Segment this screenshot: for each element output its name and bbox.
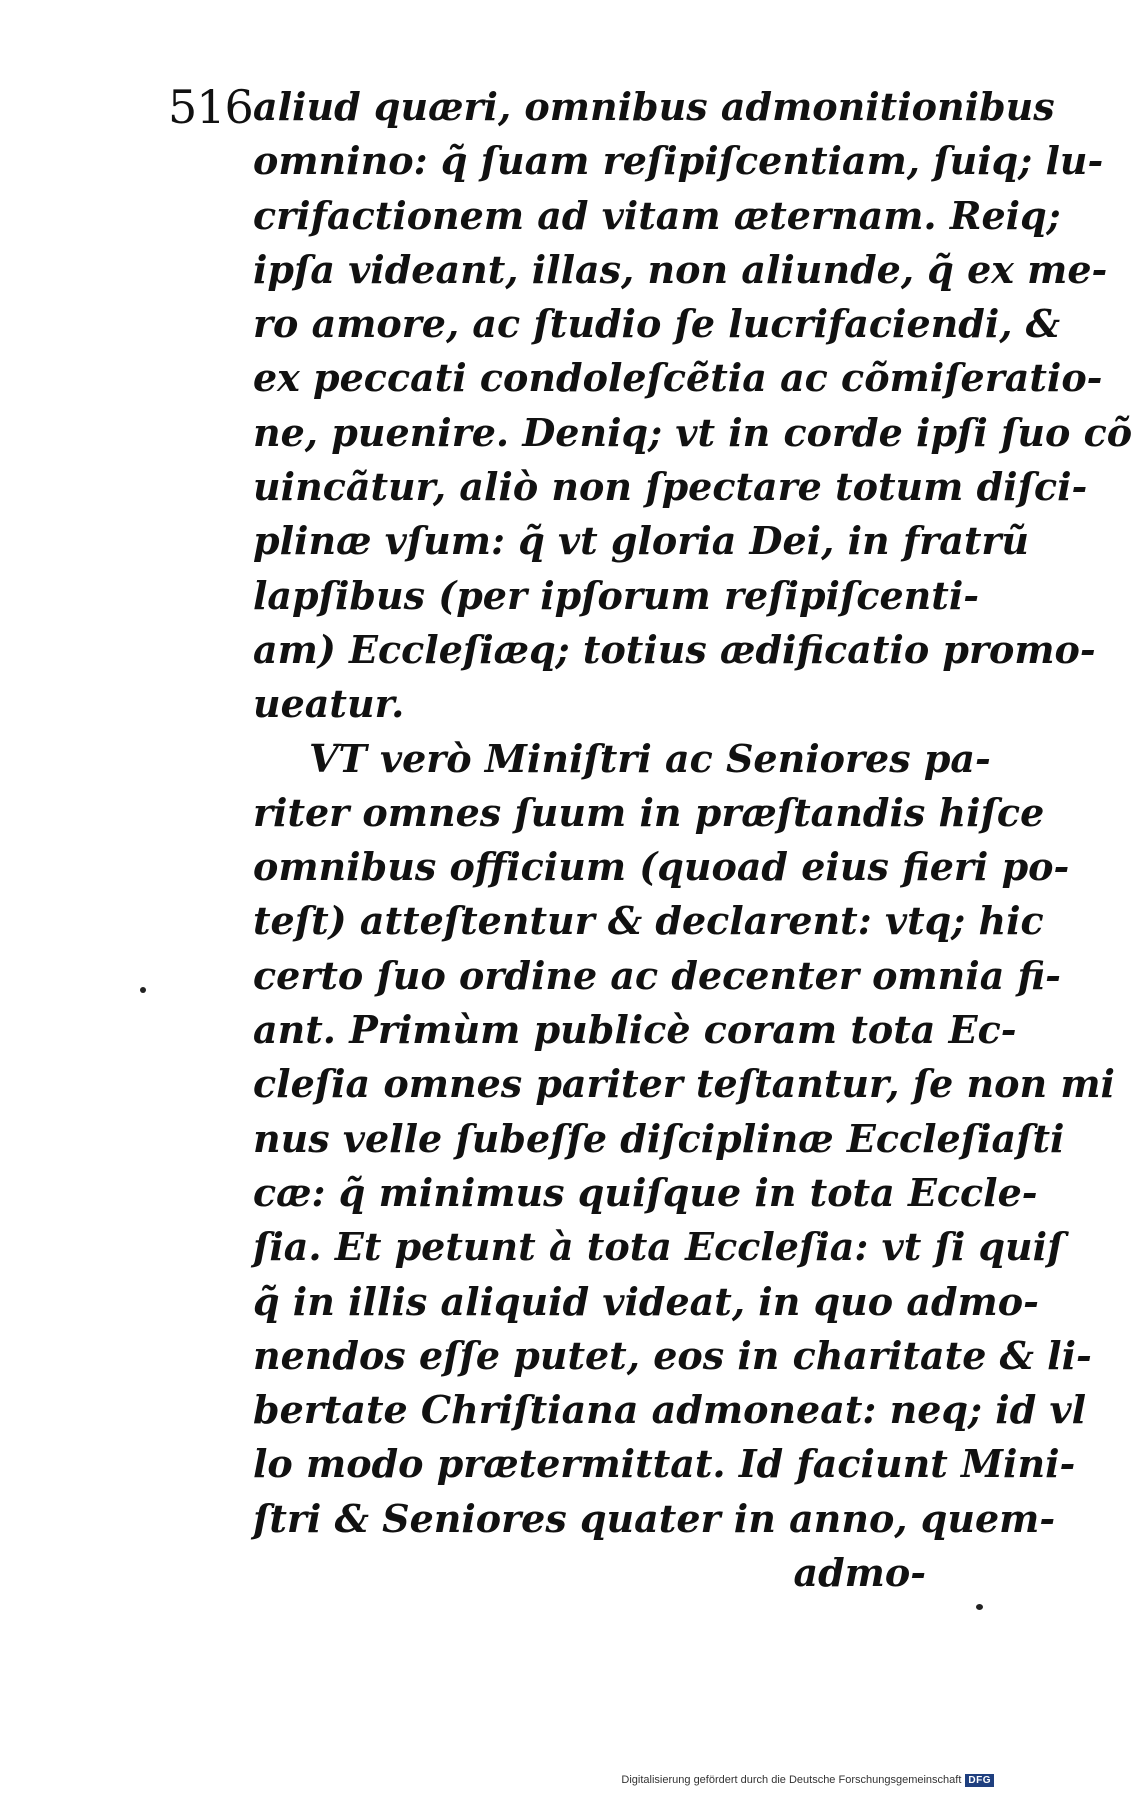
text-line: cleſia omnes pariter teſtantur, ſe non mi [253,1061,1115,1107]
text-line: ne, puenire. Deniq; vt in corde ipſi ſuo cõ [253,409,1132,455]
text-line: bertate Chriſtiana admoneat: neq; id vl [253,1387,1087,1433]
text-line: cæ: q̃ minimus quiſque in tota Eccle- [253,1169,1038,1215]
digitization-footer [621,1770,994,1790]
text-line: certo ſuo ordine ac decenter omnia fi- [253,952,1061,998]
text-line: am) Eccleſiæq; totius ædificatio promo- [253,626,1096,672]
text-line: q̃ in illis aliquid videat, in quo admo- [253,1278,1039,1324]
text-line: ro amore, ac ſtudio ſe lucrifaciendi, & [253,301,1061,347]
text-line: plinæ vſum: q̃ vt gloria Dei, in fratrũ [253,518,1030,564]
text-line: ſia. Et petunt à tota Eccleſia: vt ſi quiſ [253,1224,1064,1270]
paragraph-start-line: VT verò Miniſtri ac Seniores pa- [309,735,991,781]
ink-speck [140,987,146,993]
text-line: ſtri & Seniores quater in anno, quem- [253,1495,1056,1541]
footer-credit: Digitalisierung gefördert durch die Deutsche Forschungsgemeinschaft [621,1774,962,1786]
text-line: lapſibus (per ipſorum reſipiſcenti- [253,572,980,618]
text-line: ant. Primùm publicè coram tota Ec- [253,1007,1017,1053]
text-line: ueatur. [253,681,405,727]
text-line: teſt) atteſtentur & declarent: vtq; hic [253,898,1044,944]
catchword: admo- [793,1550,926,1596]
text-line: nus velle ſubeſſe diſciplinæ Eccleſiaſti [253,1115,1065,1161]
text-line: uincãtur, aliò non ſpectare totum diſci- [253,464,1088,510]
text-line: aliud quæri, omnibus admonitionibus [253,84,1055,129]
text-line: lo modo prætermittat. Id faciunt Mini- [253,1441,1076,1487]
text-line: nendos eſſe putet, eos in charitate & li- [253,1332,1092,1378]
text-line: omnibus officium (quoad eius fieri po- [253,844,1070,890]
dfg-logo-icon: DFG [965,1774,994,1787]
text-line: ipſa videant, illas, non aliunde, q̃ ex me- [253,246,1108,292]
page-number: 516 [168,80,253,134]
text-line: crifactionem ad vitam æternam. Reiq; [253,192,1061,238]
text-line: omnino: q̃ ſuam reſipiſcentiam, ſuiq; lu- [253,138,1104,184]
text-line: ex peccati condoleſcẽtia ac cõmiſeratio- [253,355,1103,401]
ink-speck [976,1604,983,1610]
text-line: riter omnes ſuum in præſtandis hiſce [253,789,1045,835]
body-text [253,80,1132,1600]
